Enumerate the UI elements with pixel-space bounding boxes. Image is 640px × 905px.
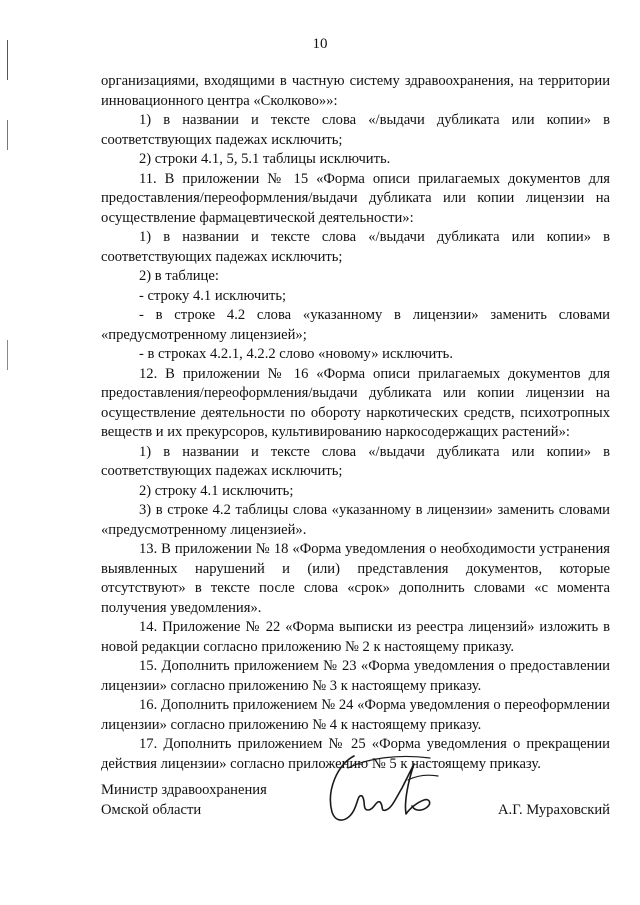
paragraph: 1) в названии и тексте слова «/выдачи дубликата или копии» в соответствующих падежах исключить; [101, 443, 610, 479]
signatory-title: Министр здравоохранения [101, 782, 267, 798]
paragraph: 16. Дополнить приложением № 24 «Форма уведомления о переоформлении лицензии» согласно приложению № 4 к настоящему приказу. [101, 697, 610, 733]
paragraph: 13. В приложении № 18 «Форма уведомления о необходимости устранения выявленных нарушений и (или) представления документов, которые отсутствуют» в тексте после слова «срок» дополнить словами «с момента получения уведомления». [101, 541, 610, 616]
paragraph: 2) строки 4.1, 5, 5.1 таблицы исключить. [139, 151, 391, 167]
paragraph: 17. Дополнить приложением № 25 «Форма уведомления о прекращении действия лицензии» согласно приложению № 5 к настоящему приказу. [101, 736, 610, 772]
paragraph: 11. В приложении № 15 «Форма описи прилагаемых документов для предоставления/переоформления/выдачи дубликата или копии лицензии на осуществление фармацевтической деятельности»: [101, 170, 610, 226]
paragraph: 1) в названии и тексте слова «/выдачи дубликата или копии» в соответствующих падежах исключить; [101, 112, 610, 148]
paragraph: - в строках 4.2.1, 4.2.2 слово «новому» исключить. [139, 346, 453, 362]
page-number: 10 [312, 36, 328, 52]
signature-block [101, 781, 610, 820]
paragraph: 2) в таблице: [139, 268, 219, 284]
signatory-region: Омской области [101, 801, 202, 818]
paragraph: - строку 4.1 исключить; [139, 287, 287, 304]
paragraph: 14. Приложение № 22 «Форма выписки из реестра лицензий» изложить в новой редакции согласно приложению № 2 к настоящему приказу. [101, 619, 610, 655]
paragraph: 3) в строке 4.2 таблицы слова «указанному в лицензии» заменить словами «предусмотренному лицензией». [101, 502, 610, 538]
scan-margin-mark [6, 40, 9, 600]
paragraph: 2) строку 4.1 исключить; [139, 482, 294, 499]
paragraph: - в строке 4.2 слова «указанному в лицензии» заменить словами «предусмотренному лицензией»; [101, 307, 610, 343]
paragraph: организациями, входящими в частную систему здравоохранения, на территории инновационного центра «Сколково»»: [101, 73, 610, 109]
paragraph: 15. Дополнить приложением № 23 «Форма уведомления о предоставлении лицензии» согласно приложению № 3 к настоящему приказу. [101, 658, 610, 694]
document-body [101, 72, 610, 774]
paragraph: 1) в названии и тексте слова «/выдачи дубликата или копии» в соответствующих падежах исключить; [101, 229, 610, 265]
paragraph: 12. В приложении № 16 «Форма описи прилагаемых документов для предоставления/переоформления/выдачи дубликата или копии лицензии на осуществление деятельности по обороту наркотических средств, психотропных веществ и их прекурсоров, культивированию наркосодержащих растений»: [101, 365, 610, 440]
signatory-name: А.Г. Мураховский [498, 801, 610, 818]
